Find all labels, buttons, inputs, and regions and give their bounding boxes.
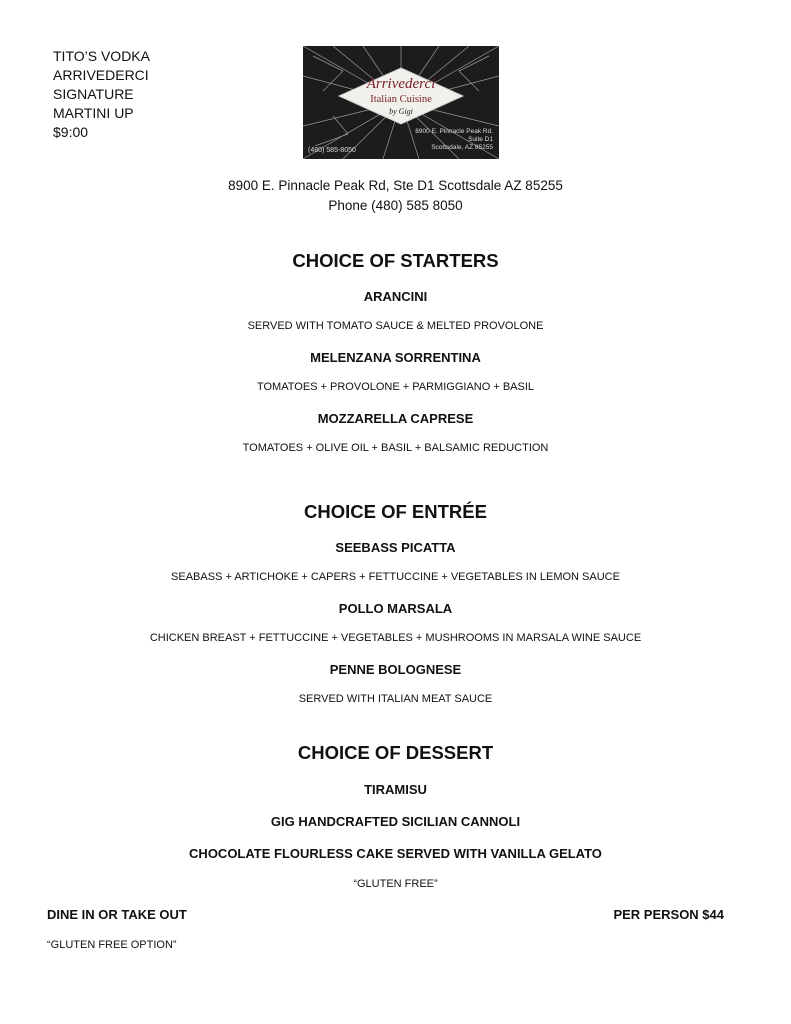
price-per-person: PER PERSON $44 <box>613 907 724 922</box>
restaurant-address: 8900 E. Pinnacle Peak Rd, Ste D1 Scottsdale AZ 85255 <box>228 178 563 193</box>
starter-name: MOZZARELLA CAPRESE <box>317 411 474 426</box>
promo-line: MARTINI UP <box>53 105 134 121</box>
card-address <box>415 128 493 152</box>
promo-line: TITO’S VODKA <box>53 48 150 64</box>
gluten-free-option-note: “GLUTEN FREE OPTION” <box>47 939 177 951</box>
entree-description: SERVED WITH ITALIAN MEAT SAUCE <box>298 693 493 705</box>
dessert-name: TIRAMISU <box>364 782 427 797</box>
starter-description: SERVED WITH TOMATO SAUCE & MELTED PROVOLONE <box>247 320 544 332</box>
dessert-name: CHOCOLATE FLOURLESS CAKE SERVED WITH VANILLA GELATO <box>189 846 602 861</box>
card-phone: (480) 585-8050 <box>308 147 356 154</box>
entree-description: CHICKEN BREAST + FETTUCCINE + VEGETABLES + MUSHROOMS IN MARSALA WINE SAUCE <box>149 632 642 644</box>
entree-name: POLLO MARSALA <box>338 601 453 616</box>
promo-block <box>53 47 150 142</box>
entree-name: SEEBASS PICATTA <box>335 540 456 555</box>
card-subtitle: Italian Cuisine <box>370 94 432 105</box>
gluten-free-note: “GLUTEN FREE” <box>353 878 438 890</box>
card-byline: by Gigi <box>389 107 413 116</box>
starter-name: ARANCINI <box>363 289 428 304</box>
promo-line: ARRIVEDERCI <box>53 67 149 83</box>
card-address-line: Suite D1 <box>468 136 493 143</box>
starter-description: TOMATOES + OLIVE OIL + BASIL + BALSAMIC REDUCTION <box>242 442 549 454</box>
restaurant-phone: Phone (480) 585 8050 <box>328 198 463 213</box>
starter-name: MELENZANA SORRENTINA <box>310 350 481 365</box>
service-type: DINE IN OR TAKE OUT <box>47 907 187 922</box>
dessert-name: GIG HANDCRAFTED SICILIAN CANNOLI <box>270 814 521 829</box>
card-address-line: Scottsdale, AZ 85255 <box>431 144 493 151</box>
promo-line: SIGNATURE <box>53 86 134 102</box>
dessert-heading: CHOICE OF DESSERT <box>297 742 494 763</box>
entree-name: PENNE BOLOGNESE <box>329 662 462 677</box>
business-card-image <box>303 46 499 159</box>
promo-price: $9:00 <box>53 124 89 140</box>
starter-description: TOMATOES + PROVOLONE + PARMIGGIANO + BASIL <box>256 381 534 393</box>
entree-description: SEABASS + ARTICHOKE + CAPERS + FETTUCCINE + VEGETABLES IN LEMON SAUCE <box>171 571 620 583</box>
entree-heading: CHOICE OF ENTRÉE <box>304 501 487 522</box>
starters-heading: CHOICE OF STARTERS <box>292 250 499 271</box>
card-address-line: 8900 E. Pinnacle Peak Rd. <box>415 128 493 135</box>
card-brand-name: Arrivederci <box>366 76 436 92</box>
